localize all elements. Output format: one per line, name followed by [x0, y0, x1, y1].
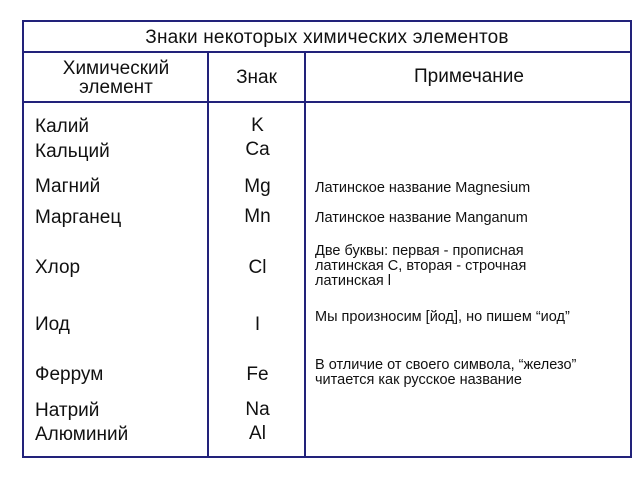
element-symbol: Mg: [244, 176, 271, 197]
element-symbol: Fe: [246, 364, 269, 385]
column-divider-2: [304, 52, 306, 458]
element-name: Марганец: [35, 207, 122, 228]
title-divider: [22, 51, 632, 53]
element-symbol: K: [251, 115, 264, 136]
element-name: Феррум: [35, 364, 104, 385]
table-title: Знаки некоторых химических элементов: [145, 27, 509, 48]
element-symbol: Al: [249, 423, 266, 444]
element-symbol: Na: [245, 399, 270, 420]
header-divider: [22, 101, 632, 103]
header-element: Химический элемент: [62, 58, 170, 98]
element-symbol: Mn: [244, 206, 271, 227]
header-symbol: Знак: [236, 67, 277, 88]
header-note: Примечание: [414, 66, 524, 87]
element-symbol: Cl: [248, 257, 267, 278]
element-name: Хлор: [35, 257, 81, 278]
element-name: Магний: [35, 176, 101, 197]
column-divider-1: [207, 52, 209, 458]
element-note: Латинское название Magnesium: [315, 180, 531, 196]
element-note: Мы произносим [йод], но пишем “иод”: [315, 309, 570, 325]
element-name: Калий: [35, 116, 89, 137]
element-note: Латинское название Manganum: [315, 210, 528, 226]
element-symbol: Ca: [245, 139, 270, 160]
element-note: Две буквы: первая - прописная латинская C, вторая - строчная латинская l: [315, 243, 527, 289]
element-name: Натрий: [35, 400, 100, 421]
element-note: В отличие от своего символа, “железо” читается как русское название: [315, 357, 577, 388]
element-name: Иод: [35, 314, 70, 335]
element-name: Кальций: [35, 141, 110, 162]
element-symbol: I: [254, 314, 261, 335]
element-name: Алюминий: [35, 424, 129, 445]
